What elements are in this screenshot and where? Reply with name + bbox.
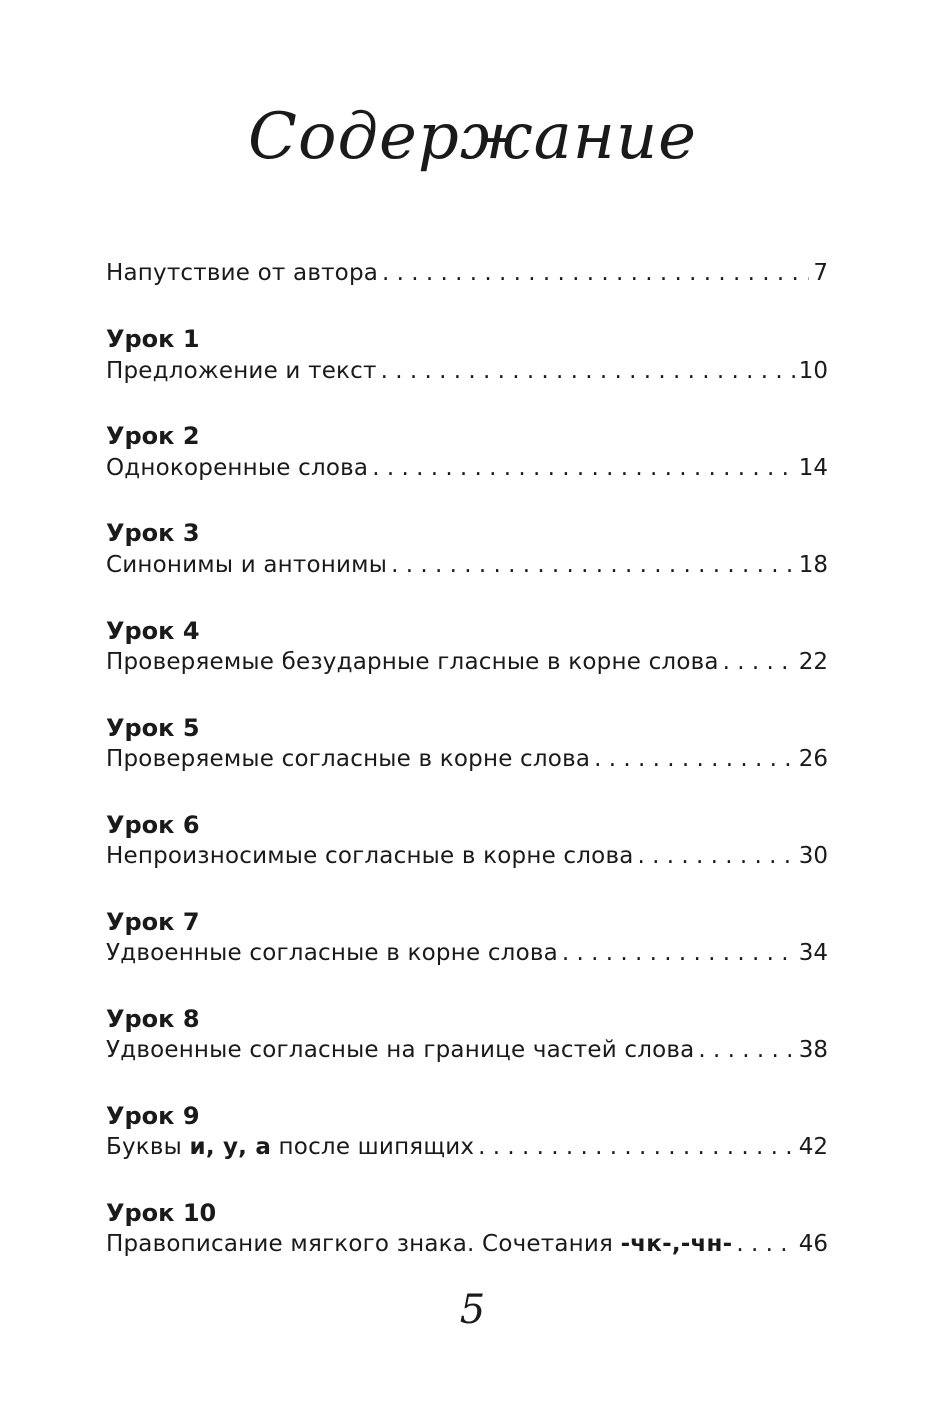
toc-entry-lesson-3[interactable]: [106, 554, 828, 577]
dot-leader: [562, 942, 795, 965]
dot-leader: [372, 457, 795, 480]
entry-title: Проверяемые безударные гласные в корне слова: [106, 649, 719, 675]
page-number: 5: [459, 1287, 486, 1333]
lesson-heading: Урок 2: [106, 422, 200, 450]
dot-leader: [698, 1039, 794, 1062]
lesson-heading: Урок 6: [106, 811, 200, 839]
entry-title: Непроизносимые согласные в корне слова: [106, 843, 634, 869]
dot-leader: [736, 1233, 794, 1256]
dot-leader: [594, 748, 795, 771]
entry-title-emphasis: и, у, а: [189, 1134, 272, 1160]
entry-title: Проверяемые согласные в корне слова: [106, 746, 591, 772]
entry-page-number: 42: [798, 1134, 828, 1160]
page-title: Содержание: [247, 100, 698, 174]
entry-title: Удвоенные согласные на границе частей слова: [106, 1037, 695, 1063]
entry-title-text: Буквы: [106, 1134, 190, 1160]
dot-leader: [478, 1136, 795, 1159]
entry-page-number: 14: [798, 455, 828, 481]
lesson-heading: Урок 7: [106, 908, 200, 936]
entry-title-emphasis: -чк-,-чн-: [620, 1231, 733, 1257]
entry-title: [106, 1233, 732, 1256]
lesson-heading: Урок 3: [106, 519, 200, 547]
entry-title: Удвоенные согласные в корне слова: [106, 940, 558, 966]
dot-leader: [381, 360, 795, 383]
entry-page-number: 7: [813, 260, 828, 286]
entry-page-number: 38: [798, 1037, 828, 1063]
lesson-heading: Урок 9: [106, 1102, 200, 1130]
lesson-heading: Урок 10: [106, 1199, 217, 1227]
toc-entry-lesson-7[interactable]: [106, 942, 828, 965]
entry-title: Предложение и текст: [106, 358, 377, 384]
entry-page-number: 22: [798, 649, 828, 675]
entry-page-number: 30: [798, 843, 828, 869]
lesson-heading: Урок 5: [106, 714, 200, 742]
dot-leader: [391, 554, 795, 577]
toc-entry-lesson-10[interactable]: [106, 1233, 828, 1256]
entry-title-text: Правописание мягкого знака. Сочетания: [106, 1231, 621, 1257]
entry-page-number: 18: [798, 552, 828, 578]
entry-title: [106, 1136, 474, 1159]
dot-leader: [382, 262, 809, 285]
toc-entry-lesson-1[interactable]: [106, 360, 828, 383]
entry-page-number: 10: [798, 358, 828, 384]
entry-page-number: 34: [798, 940, 828, 966]
entry-title: Напутствие от автора: [106, 260, 379, 286]
entry-title-text: после шипящих: [271, 1134, 475, 1160]
dot-leader: [638, 845, 795, 868]
entry-page-number: 46: [798, 1231, 828, 1257]
lesson-heading: Урок 8: [106, 1005, 200, 1033]
dot-leader: [723, 651, 795, 674]
entry-title: Синонимы и антонимы: [106, 552, 388, 578]
entry-title: Однокоренные слова: [106, 455, 369, 481]
toc-entry-intro[interactable]: [106, 262, 828, 285]
toc-entry-lesson-5[interactable]: [106, 748, 828, 771]
toc-entry-lesson-2[interactable]: [106, 457, 828, 480]
lesson-heading: Урок 4: [106, 617, 200, 645]
lesson-heading: Урок 1: [106, 325, 200, 353]
toc-entry-lesson-4[interactable]: [106, 651, 828, 674]
toc-entry-lesson-8[interactable]: [106, 1039, 828, 1062]
entry-page-number: 26: [798, 746, 828, 772]
toc-entry-lesson-9[interactable]: [106, 1136, 828, 1159]
toc-entry-lesson-6[interactable]: [106, 845, 828, 868]
